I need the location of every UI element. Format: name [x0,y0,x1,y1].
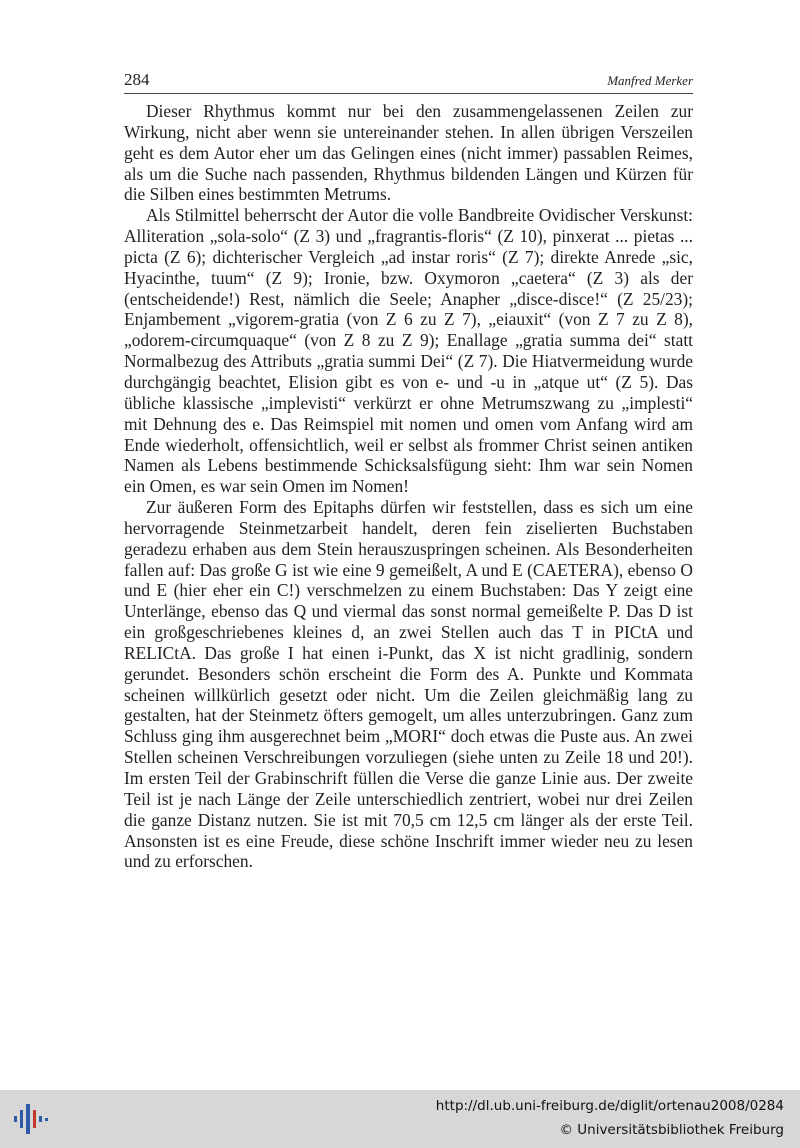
ub-freiburg-logo-icon[interactable] [12,1098,50,1140]
page-number: 284 [124,70,150,89]
paragraph-3: Zur äußeren Form des Epitaphs dürfen wir feststellen, dass es sich um eine hervorragende Steinmetzarbeit handelt, deren fein ziselierten Buchstaben geradezu erhaben aus dem Stein herauszuspringen scheinen. Als Besonderheiten fallen auf: Das große G ist wie eine 9 gemeißelt, A und E (CAETERA), ebenso O und E (hier eher ein C!) verschmelzen zu einem Buchstaben: Das Y zeigt eine Unterlänge, ebenso das Q und viermal das sonst normal gemeißelte P. Das D ist ein großgeschriebenes kleines d, an zwei Stellen auch das T in PICtA und RELICtA. Das große I hat einen i-Punkt, das X ist nicht gradlinig, sondern gerundet. Besonders schön erscheint die Form des A. Punkte und Kommata scheinen willkürlich gesetzt oder nicht. Um die Zeilen gleichmäßig lang zu gestalten, hat der Steinmetz öfters gemogelt, um alles unterzubringen. Ganz zum Schluss ging ihm ausgerechnet beim „MORI“ doch etwas die Puste aus. An zwei Stellen scheinen Verschreibungen vorzuliegen (siehe unten zu Zeile 18 und 20!). Im ersten Teil der Grabinschrift füllen die Verse die ganze Linie aus. Der zweite Teil ist je nach Länge der Zeile unterschiedlich zentriert, wobei nur drei Zeilen die ganze Distanz nutzen. Sie ist mit 70,5 cm 12,5 cm länger als der erste Teil. Ansonsten ist es eine Freude, diese schöne Inschrift immer wieder neu zu lesen und zu erforschen. [124,497,693,872]
paragraph-2: Als Stilmittel beherrscht der Autor die volle Bandbreite Ovidischer Verskunst: Alliteration „sola-solo“ (Z 3) und „fragrantis-floris“ (Z 10), pinxerat ... pietas ... picta (Z 6); dichterischer Vergleich „ad instar roris“ (Z 7); direkte Anrede „sic, Hyacinthe, tuum“ (Z 9); Ironie, bzw. Oxymoron „caetera“ (Z 3) als der (entscheidende!) Rest, nämlich die Seele; Anapher „disce-disce!“ (Z 25/23); Enjambement „vigorem-gratia (von Z 6 zu Z 7), „eiauxit“ (von Z 7 zu Z 8), „odorem-circumquaque“ (von Z 8 zu Z 9); Enallage „gratia summa dei“ statt Normalbezug des Attributs „gratia summi Dei“ (Z 7). Die Hiatvermeidung wurde durchgängig beachtet, Elision gibt es von e- und -u in „atque ut“ (Z 5). Das übliche klassische „implevisti“ verkürzt er ohne Metrumszwang zu „implesti“ mit Dehnung des e. Das Reimspiel mit nomen und omen vom Anfang wird am Ende wiederholt, offensichtlich, weil er selbst als frommer Christ seinen antiken Namen als Lebens bestimmende Schicksalsfügung sieht: Ihm war sein Nomen ein Omen, es war sein Omen im Nomen! [124,205,693,497]
page-header [124,70,693,90]
running-head: Manfred Merker [607,73,693,88]
footer-bar [0,1090,800,1148]
paragraph-1: Dieser Rhythmus kommt nur bei den zusammengelassenen Zeilen zur Wirkung, nicht aber wenn sie untereinander stehen. In allen übrigen Verszeilen geht es dem Autor eher um das Gelingen eines (nicht immer) passablen Reimes, als um die Suche nach passenden, Rhythmus bildenden Längen und Kürzen für die Silben eines bestimmten Metrums. [124,101,693,205]
header-rule [124,93,693,94]
body-text [124,101,693,872]
footer-copyright: © Universitätsbibliothek Freiburg [559,1122,784,1138]
footer-url-link[interactable]: http://dl.ub.uni-freiburg.de/diglit/ortenau2008/0284 [435,1098,784,1114]
